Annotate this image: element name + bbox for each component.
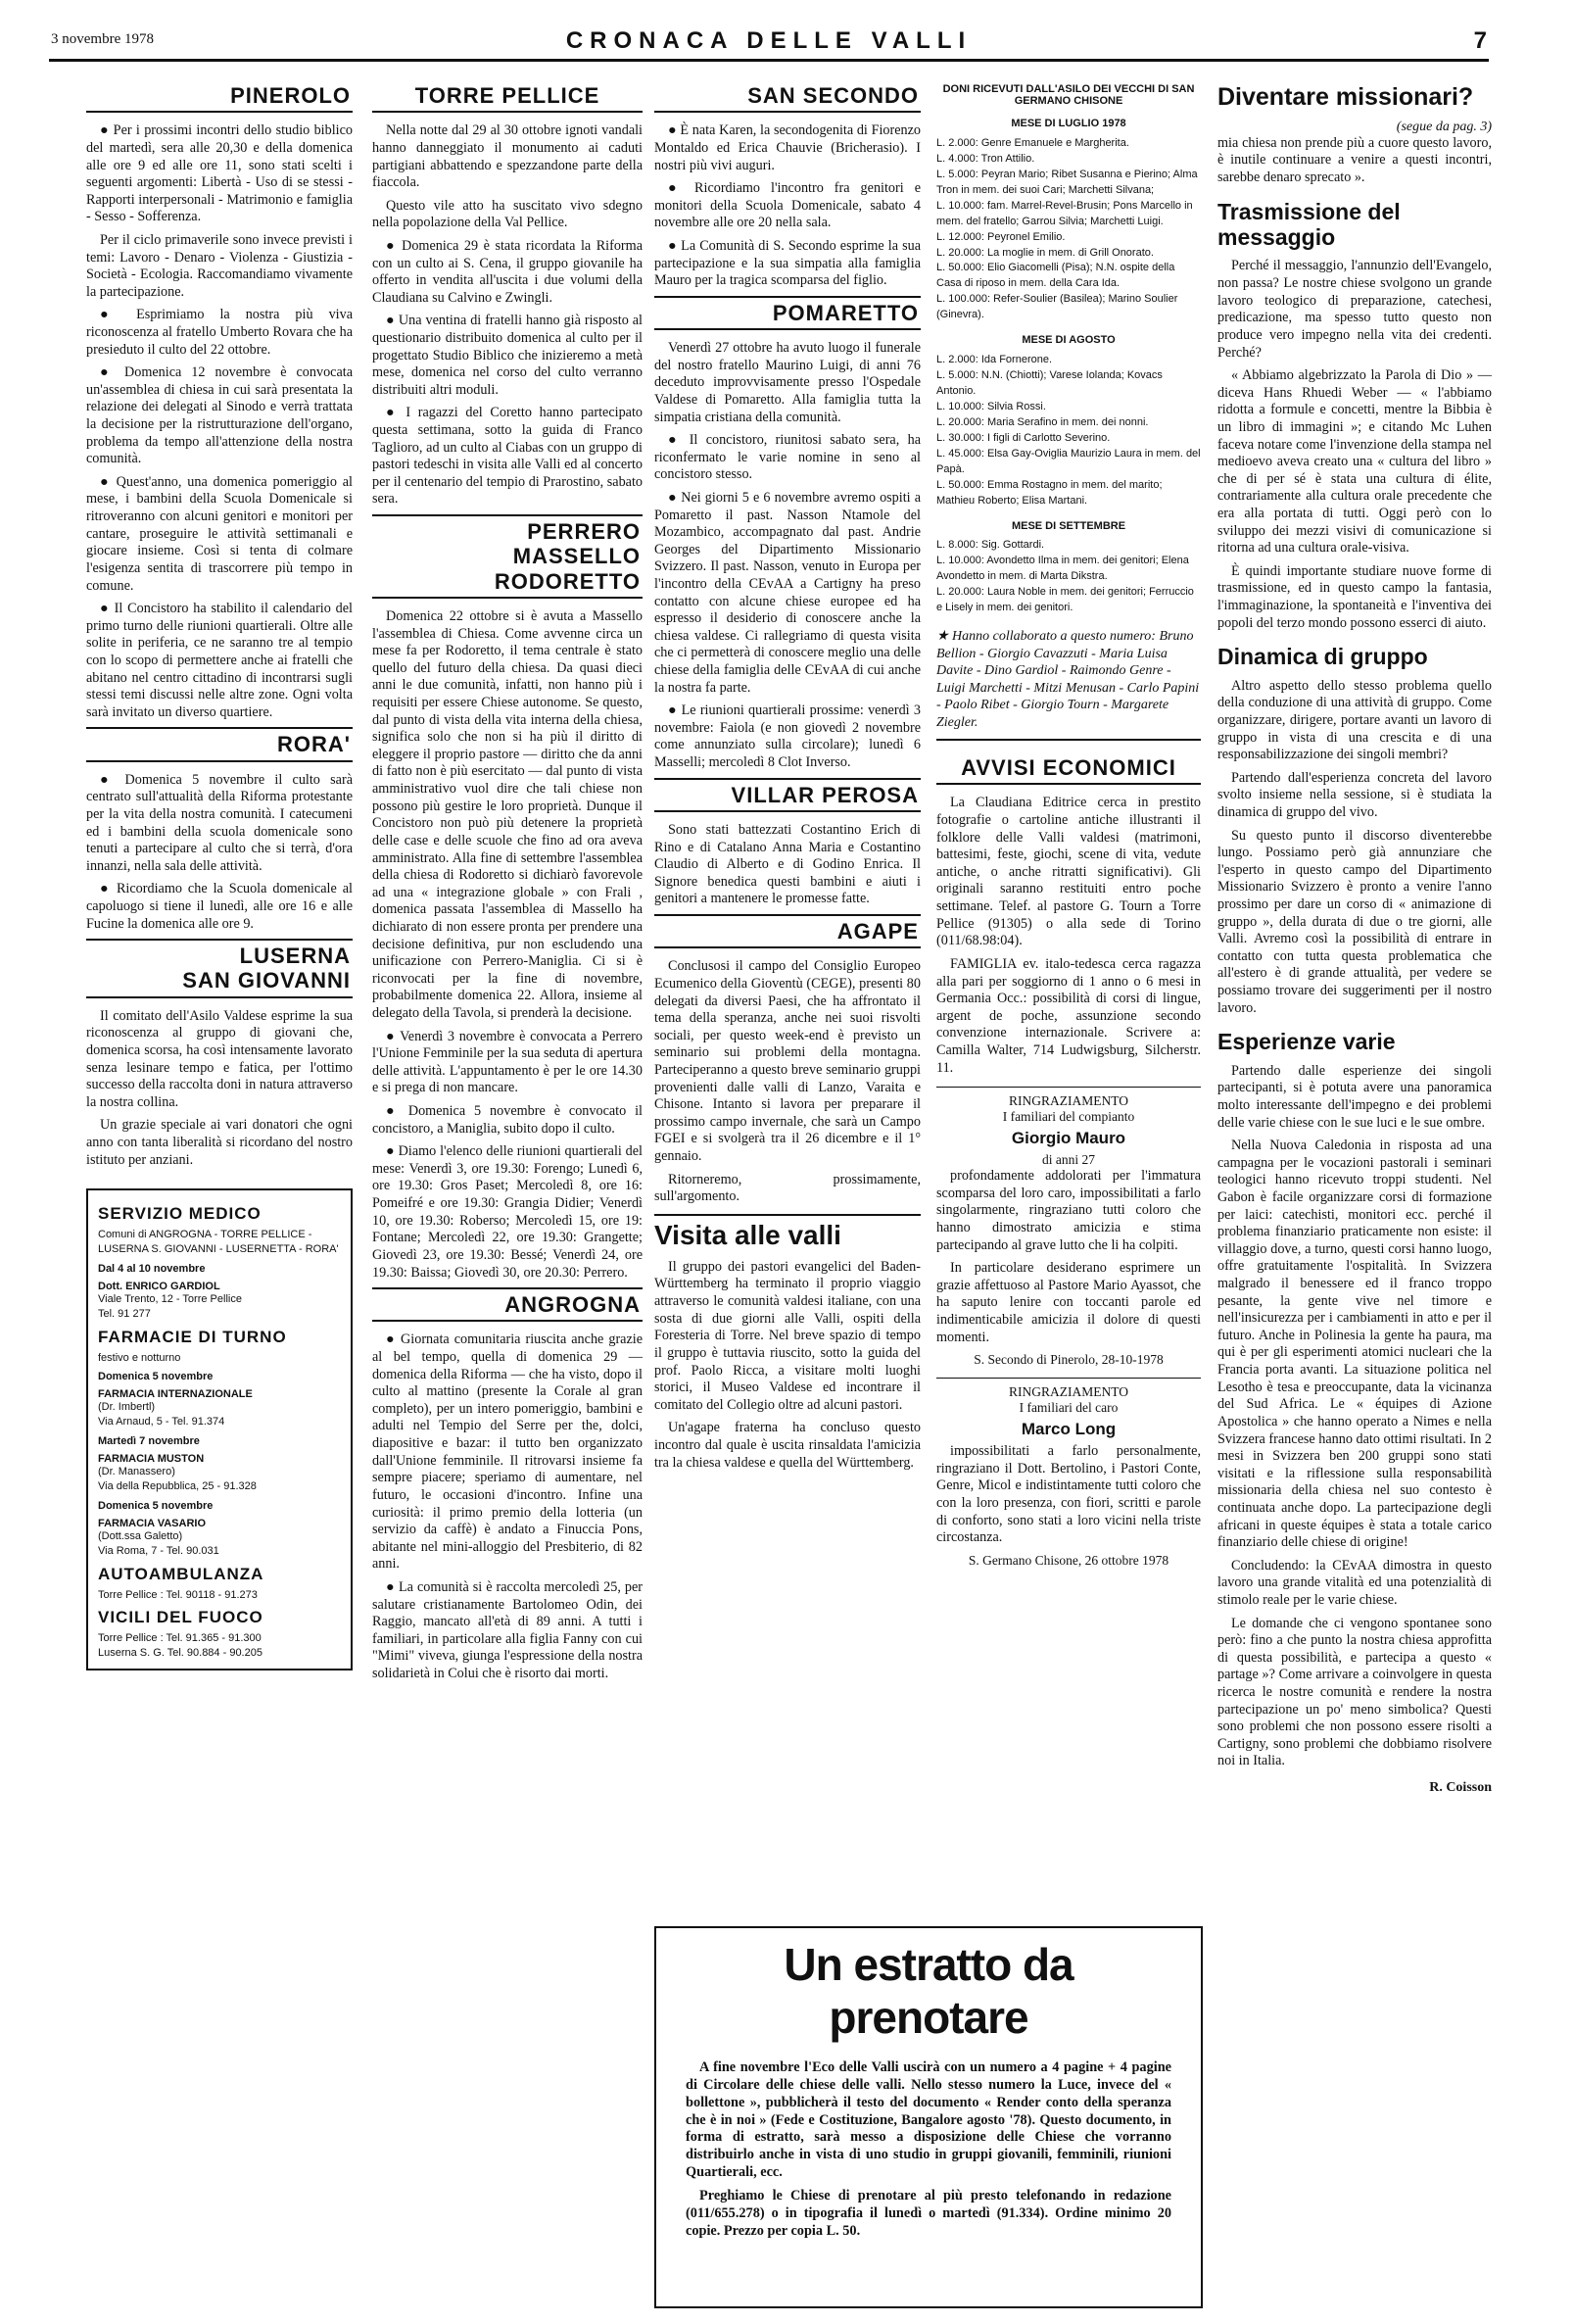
heading-pomaretto: POMARETTO (654, 296, 921, 330)
thanks-notice (936, 1087, 1201, 1368)
donation-item: L. 50.000: Elio Giacomelli (Pisa); N.N. ospite della Casa di riposo in mem. della Cara Ida. (936, 262, 1175, 290)
heading-visita: Visita alle valli (654, 1214, 921, 1251)
firefighters-phone: Torre Pellice : Tel. 91.365 - 91.300 (98, 1632, 262, 1645)
paragraph: Un grazie speciale ai vari donatori che ogni anno con tanta liberalità si ricordano del nostro istituto per anziani. (86, 1117, 353, 1168)
estratto-box (654, 1926, 1203, 2308)
paragraph: ● Domenica 29 è stata ricordata la Riforma con un culto ai S. Cena, il gruppo giovanile ha offerto in vendita all'uscita i due volumi della Claudiana su Calvino e Zwingli. (372, 237, 643, 306)
issue-date: 3 novembre 1978 (51, 31, 154, 47)
collaborators-note: ★ Hanno collaborato a questo numero: Bruno Bellion - Giorgio Cavazzuti - Maria Luisa Davite - Dino Gardiol - Raimondo Genre - Luigi Marchetti - Mitzi Menusan - Carlo Papini - Paolo Ribet - Giorgio Tourn - Margarete Ziegler. (936, 628, 1201, 741)
donations-heading: DONI RICEVUTI DALL'ASILO DEI VECCHI DI SAN GERMANO CHISONE (942, 83, 1195, 107)
deceased-name: Marco Long (1021, 1420, 1117, 1439)
donations-list (936, 117, 1201, 616)
heading-san-secondo: SAN SECONDO (654, 83, 921, 113)
donation-item: L. 20.000: La moglie in mem. di Grill Onorato. (936, 246, 1154, 259)
paragraph: A fine novembre l'Eco delle Valli uscirà con un numero a 4 pagine + 4 pagine di Circolare delle chiese delle valli. Nello stesso numero la Luce, invece del « bollettone », pubblicherà il testo del documento « Render conto della speranza che è in noi » (Fede e Costituzione, Bangalore agosto '78). Questo documento, in forma di estratto, sarà messo a disposizione delle Chiese che vorranno distribuirlo anche in vista di uno studio in gruppi giovanili, femminili, riunioni Quartierali, ecc. (686, 2059, 1171, 2181)
paragraph: Conclusosi il campo del Consiglio Europeo Ecumenico della Gioventù (CEGE), presenti 80 delegati da diversi Paesi, che ha affrontato il tema della speranza, anche nei suoi risvolti sociali, per questo week-end è previsto un seminario sui problemi della montagna. Parteciperanno a questo breve seminario gruppi provenienti dalle valli di Lanzo, Varaita e Chisone. Intanto si lavora per preparare il prossimo campo invernale, che sarà un Campo FGEI e si svolgerà tra il 26 dicembre e il 1° gennaio. (654, 958, 921, 1165)
services-box (86, 1188, 353, 1670)
thanks-notice (936, 1378, 1201, 1569)
pharmacy-name: FARMACIA INTERNAZIONALE (98, 1388, 253, 1401)
paragraph: ● Nei giorni 5 e 6 novembre avremo ospiti a Pomaretto il past. Nasson Ntamole del Mozambico, accompagnato dal past. Andrie Georges del Dipartimento Missionario Svizzero. Il past. Nasson, venuto in Europa per l'incontro della CEvAA a Cartigny ha preso contatto con alcune chiese europee ed ha espresso il desiderio di conoscere anche la chiesa valdese. Ci rallegriamo di questa visita che ci permetterà di conoscere meglio una delle chiese della famiglia delle CEvAA di cui anche la nostra fa parte. (654, 489, 921, 696)
paragraph: ● Le riunioni quartierali prossime: venerdì 3 novembre: Faiola (e non giovedì 2 novembre come annunziato sulla circolare); lunedì 6 Masselli; mercoledì 8 Clot Inverso. (654, 702, 921, 771)
heading-luserna (86, 939, 353, 998)
heading-line: SAN GIOVANNI (182, 968, 351, 993)
heading-dinamica: Dinamica di gruppo (1217, 644, 1428, 670)
heading-villar-perosa: VILLAR PEROSA (654, 778, 921, 812)
donation-item: L. 30.000: I figli di Carlotto Severino. (936, 431, 1111, 444)
paragraph: ● La Comunità di S. Secondo esprime la sua partecipazione e la sua simpatia alla famiglia Mauro per la tragica scomparsa del figlio. (654, 237, 921, 289)
continued-note: (segue da pag. 3) (1396, 119, 1492, 134)
paragraph: FAMIGLIA ev. italo-tedesca cerca ragazza alla pari per soggiorno di 1 anno o 6 mesi in Germania Occ.: possibilità di corsi di lingue, argent de poche, assunzione secondo convenzione internazionale. Scrivere a: Camilla Walter, 714 Ludwigsburg, Silcherstr. 11. (936, 955, 1201, 1076)
thanks-place: S. Germano Chisone, 26 ottobre 1978 (968, 1552, 1169, 1568)
article-visita (654, 1259, 921, 1472)
paragraph: ● Esprimiamo la nostra più viva riconoscenza al fratello Umberto Rovara che ha presieduto il culto del 22 ottobre. (86, 307, 353, 358)
medical-title: SERVIZIO MEDICO (98, 1204, 262, 1224)
firefighters-title: VICILI DEL FUOCO (98, 1608, 263, 1627)
article-torre-pellice (372, 122, 643, 508)
article-san-secondo (654, 122, 921, 289)
pharmacy-subtitle: festivo e notturno (98, 1351, 181, 1364)
heading-missionari: Diventare missionari? (1217, 83, 1474, 111)
heading-angrogna: ANGROGNA (372, 1287, 643, 1322)
heading-line: MASSELLO (512, 544, 641, 569)
donation-item: L. 10.000: Avondetto Ilma in mem. dei genitori; Elena Avondetto in mem. di Marta Dikstra. (936, 555, 1189, 583)
estratto-title: Un estratto da prenotare (784, 1939, 1073, 2043)
article-agape (654, 958, 921, 1206)
thanks-line: I familiari del caro (1019, 1400, 1119, 1416)
donation-item: L. 12.000: Peyronel Emilio. (936, 230, 1066, 243)
thanks-line: I familiari del compianto (1002, 1109, 1135, 1125)
article-villar-perosa (654, 822, 921, 908)
pharmacy-doctor: (Dr. Imbertl) (98, 1401, 156, 1414)
heading-avvisi: AVVISI ECONOMICI (936, 752, 1201, 785)
firefighters-phone: Luserna S. G. Tel. 90.884 - 90.205 (98, 1647, 262, 1660)
article-rora (86, 772, 353, 933)
donation-item: L. 8.000: Sig. Gottardi. (936, 539, 1045, 552)
ambulance-phone: Torre Pellice : Tel. 90118 - 91.273 (98, 1588, 258, 1601)
paragraph: Il comitato dell'Asilo Valdese esprime la sua riconoscenza al gruppo di giovani che, domenica scorsa, ha così intensamente lavorato senza lesinare tempo e fatica, per l'ottimo successo della raccolta doni in natura attraverso la nostra collina. (86, 1007, 353, 1110)
thanks-heading: RINGRAZIAMENTO (1009, 1093, 1128, 1109)
donations-month: MESE DI AGOSTO (1022, 334, 1116, 347)
heading-pinerolo: PINEROLO (86, 83, 353, 113)
donation-item: L. 5.000: Peyran Mario; Ribet Susanna e Pierino; Alma Tron in mem. dei suoi Cari; Marchetti Silvana; (936, 168, 1198, 196)
heading-agape: AGAPE (654, 914, 921, 948)
paragraph: impossibilitati a farlo personalmente, ringraziano il Dott. Bertolino, i Pastori Conte, Genre, Micol e indistintamente tutti coloro che con la loro presenza, con fiori, scritti e parole di conforto, sono stati a loro vicini nella triste circostanza. (936, 1443, 1201, 1546)
paragraph: Partendo dalle esperienze dei singoli partecipanti, si è potuta avere una panoramica molto interessante dell'impegno e dei problemi delle varie chiese con le sue luci e le sue ombre. (1217, 1062, 1492, 1131)
heading-trasmissione: Trasmissione del messaggio (1217, 198, 1401, 251)
paragraph: ● È nata Karen, la secondogenita di Fiorenzo Montaldo ed Erica Chauvie (Bricherasio). I nostri più vivi auguri. (654, 122, 921, 173)
paragraph: Concludendo: la CEvAA dimostra in questo lavoro una grande vitalità ed una potenzialità di stimolo reale per le varie chiese. (1217, 1557, 1492, 1608)
paragraph: Venerdì 27 ottobre ha avuto luogo il funerale del nostro fratello Maurino Luigi, di anni 76 deceduto improvvisamente presso l'Ospedale Valdese di Pomaretto. Alla famiglia tutta la simpatia cristiana della comunità. (654, 340, 921, 425)
donation-item: L. 20.000: Laura Noble in mem. dei genitori; Ferruccio e Lisely in mem. dei genitori. (936, 586, 1194, 614)
pharmacy-name: FARMACIA VASARIO (98, 1517, 206, 1529)
paragraph: Preghiamo le Chiese di prenotare al più presto telefonando in redazione (011/655.278) o in tipografia il lunedì o martedì (91.334). Ordine minimo 20 copie. Prezzo per copia L. 50. (686, 2188, 1171, 2239)
paragraph: Nella Nuova Caledonia in risposta ad una campagna per le vocazioni pastorali i seminari teologici hanno ricevuto troppi studenti. Nel Gabon è facile organizzare corsi di formazione per laici: catechisti, monitori ecc. perché il problema finanziario praticamente non esiste: il villaggio dove, a turno, questi corsi hanno luogo, offre gratuitamente l'ospitalità. In Svizzera malgrado il benessere ed il franco troppo pesante, la gente vive nel timore e nell'insicurezza per i cambiamenti in atto e per il futuro. Anche in Polinesia la gente ha paura, ma qui è per gli esperimenti atomici nucleari che la Francia porta avanti. La situazione politica nel Lesotho è tesa e preoccupante, data la vicinanza del Sud Africa. Le « équipes di Azione Apostolica » che hanno operato a Nimes e nella Svizzera francese hanno dato ottimi risultati. In 2 mesi in Svizzera ben 200 gruppi sono stati visitati e la riflessione sulla responsabilità missionaria della chiesa nel suo contesto è continuata anche dopo. La partecipazione degli africani in queste équipes è stata a totale carico finanziario delle chiese di origine! (1217, 1138, 1492, 1551)
donation-item: L. 100.000: Refer-Soulier (Basilea); Marino Soulier (Ginevra). (936, 293, 1178, 321)
donation-item: L. 20.000: Maria Serafino in mem. dei nonni. (936, 415, 1149, 428)
pharmacy-title: FARMACIE DI TURNO (98, 1327, 287, 1346)
paragraph: ● Domenica 12 novembre è convocata un'assemblea di chiesa in cui sarà presentata la relazione dei delegati al Sinodo e verrà trattata la decisione per la ristrutturazione dell'organo, problema da tempo all'attenzione della nostra comunità. (86, 364, 353, 467)
column-4 (936, 83, 1201, 1915)
column-1 (86, 83, 353, 1670)
thanks-heading: RINGRAZIAMENTO (1009, 1384, 1128, 1400)
masthead (49, 27, 1489, 62)
paragraph: ● Il Concistoro ha stabilito il calendario del primo turno delle riunioni quartierali. Oltre alle solite in periferia, ce ne saranno tre al tempio con lo scopo di permettere anche ai fratelli che abitano nel centro cittadino di incontrarsi sugli stessi temi discussi nelle altre zone. Ogni volta sarà invitato un diverso quartiere. (86, 601, 353, 720)
paragraph: Partendo dall'esperienza concreta del lavoro svolto insieme nella sessione, si è studiata la dinamica di gruppo del vivo. (1217, 769, 1492, 820)
donation-item: L. 10.000: fam. Marrel-Revel-Brusin; Pons Marcello in mem. del fratello; Garrou Silvia; Marchetti Luigi. (936, 199, 1193, 227)
paragraph: Sono stati battezzati Costantino Erich di Rino e di Catalano Anna Maria e Costantino Claudio di Alberto e di Godino Enrica. Il Signore benedica questi bambini e aiuti i genitori a mantenere le promesse fatte. (654, 822, 921, 907)
paragraph: ● Il concistoro, riunitosi sabato sera, ha riconfermato le varie nomine in seno al concistoro stesso. (654, 432, 921, 483)
paragraph: profondamente addolorati per l'immatura scomparsa del loro caro, impossibilitati a farlo singolarmente, ringraziano tutti coloro che hanno dimostrato amicizia e stima partecipando al grave lutto che li ha colpiti. (936, 1168, 1201, 1253)
ambulance-title: AUTOAMBULANZA (98, 1564, 264, 1583)
paragraph: In particolare desiderano esprimere un grazie affettuoso al Pastore Mario Ayassot, che ha saputo lenire con toccanti parole ed indimenticabile amicizia il dolore di questi momenti. (936, 1260, 1201, 1345)
medical-comuni: Comuni di ANGROGNA - TORRE PELLICE - LUSERNA S. GIOVANNI - LUSERNETTA - RORA' (98, 1229, 339, 1256)
donations-month: MESE DI LUGLIO 1978 (1011, 118, 1126, 129)
article-perrero (372, 608, 643, 1282)
donation-item: L. 10.000: Silvia Rossi. (936, 400, 1046, 412)
paragraph: ● Una ventina di fratelli hanno già risposto al questionario distribuito domenica al culto per il progettato Studio Biblico che inizieremo a metà mese, domenica nel corso del culto verranno distribuiti altri moduli. (372, 313, 643, 398)
pharmacy-doctor: (Dr. Manassero) (98, 1466, 175, 1478)
paragraph: Le domande che ci vengono spontanee sono però: fino a che punto la nostra chiesa approfitta di questa possibilità, e partecipa a questo « partage »? Come arrivare a coinvolgere in questa ricerca le nostre comunità e rendere la nostra partecipazione un po' meno simbolica? Questi sono problemi che non possono essere risolti a Cartigny, sono problemi che dobbiamo risolvere noi in Italia. (1217, 1615, 1492, 1769)
donations-month: MESE DI SETTEMBRE (1011, 519, 1126, 532)
medical-address: Viale Trento, 12 - Torre Pellice (98, 1292, 242, 1305)
deceased-age: di anni 27 (1042, 1152, 1095, 1168)
article-luserna (86, 1008, 353, 1169)
pharmacy-name: FARMACIA MUSTON (98, 1453, 205, 1466)
paragraph: ● Domenica 5 novembre il culto sarà centrato sull'attualità della Riforma protestante per la vita della nostra comunità. I catecumeni ed i bambini della scuola domenicale sono tenuti a partecipare al culto che si terrà, d'ora innanzi, nella sala delle attività. (86, 771, 353, 874)
paragraph: Questo vile atto ha suscitato vivo sdegno nella popolazione della Val Pellice. (372, 197, 643, 231)
section-title: CRONACA DELLE VALLI (565, 27, 973, 54)
heading-esperienze: Esperienze varie (1217, 1029, 1396, 1055)
paragraph: Domenica 22 ottobre si è avuta a Massello l'assemblea di Chiesa. Come avvenne circa un mese fa per Rodoretto, il tema centrale è stato quello del futuro della chiesa. Da quasi dieci anni le due comunità, infatti, non hanno più i requisiti per essere Chiese autonome. Se questo, dal punto di vista della vita interna della chiesa, significa solo che non si ha più il diritto di eleggere il proprio pastore — diritto che da anni di fatto non è più esercitato — dal punto di vista amministrativo vuol dire che tali chiese non possono più gestire le loro proprietà. Dunque il Concistoro non può più detenere la proprietà delle case e delle scuole che fino ad ora aveva amministrato. Alla fine di settembre l'assemblea della chiesa di Rodoretto si dichiarò favorevole ad una « integrazione globale » con Frali , domenica passata l'assemblea di Massello ha dichiarato di non essere pronta per prendere una decisione definitiva, pur non escludendo una unificazione con Perrero-Maniglia. Ci si è riconvocati per la fine di novembre, probabilmente domenica 22. Allora, insieme al delegato della Tavola, si prenderà la decisione. (372, 607, 643, 1021)
donation-item: L. 45.000: Elsa Gay-Oviglia Maurizio Laura in mem. del Papà. (936, 447, 1201, 475)
paragraph: Il gruppo dei pastori evangelici del Baden-Württemberg ha terminato il proprio viaggio attraverso le comunità valdesi italiane, con una sosta di due giorni alle Valli, ospiti della Foresteria di Torre. Nel breve spazio di tempo il gruppo è tuttavia riuscito, sotto la guida del prof. Paolo Ricca, a visitare molti luoghi storici, il Museo Valdese ed incontrare il comitato del Collegio oltre ad alcuni pastori. (654, 1258, 921, 1413)
pharmacy-doctor: (Dott.ssa Galetto) (98, 1529, 183, 1542)
paragraph: ● Quest'anno, una domenica pomeriggio al mese, i bambini della Scuola Domenicale si ritroveranno con alcuni genitori e monitori per cantare, proseguire le attività settimanali e giocare insieme. Così si tenta di colmare l'esigenza sentita di trascorrere più tempo in comune. (86, 473, 353, 594)
paragraph: Perché il messaggio, l'annunzio dell'Evangelo, non passa? Le nostre chiese svolgono un grande lavoro teologico di preparazione, catechesi, predicazione, ma spesso tutto questo non produce vero impegno nella vita dei credenti. Perché? (1217, 258, 1492, 361)
donation-item: L. 4.000: Tron Attilio. (936, 152, 1035, 165)
donation-item: L. 50.000: Emma Rostagno in mem. del marito; Mathieu Roberto; Elisa Martani. (936, 478, 1163, 507)
donation-item: L. 2.000: Genre Emanuele e Margherita. (936, 136, 1129, 149)
pharmacy-date: Domenica 5 novembre (98, 1371, 214, 1383)
thanks-place: S. Secondo di Pinerolo, 28-10-1978 (974, 1352, 1164, 1368)
article-pinerolo (86, 122, 353, 721)
paragraph: Nella notte dal 29 al 30 ottobre ignoti vandali hanno danneggiato il monumento ai caduti partigiani abbattendo e spezzandone parte della fiaccola. (372, 122, 643, 191)
heading-line: PERRERO (527, 519, 641, 545)
paragraph: Su questo punto il discorso diventerebbe lungo. Possiamo però già annunziare che l'esperto in questo campo del Dipartimento Missionario Svizzero è pronto a venire l'anno prossimo per dare un corso di « animazione di gruppo », della durata di due o tre giorni, alle Valli. Avremo così la possibilità di entrare in contatto con tutta questa problematica che all'estero è di grande attualità, per vedere se possiamo trovare dei suggerimenti per il nostro lavoro. (1217, 827, 1492, 1016)
heading-torre-pellice: TORRE PELLICE (372, 83, 643, 113)
paragraph: ● Diamo l'elenco delle riunioni quartierali del mese: Venerdì 3, ore 19.30: Forengo; Lunedì 6, ore 19.30: Gros Paset; Mercoledì 8, ore 16: Pomeifré e ore 19.30: Grangia Didier; Venerdì 10, ore 19.30: Roberso; Mercoledì 15, ore 19: Fontane; Mercoledì 22, ore 19.30: Grangette; Giovedì 23, ore 19.30: Bessé; Venerdì 24, ore 19.30: Baissa; Giovedì 30, ore 20.30: Perrero. (372, 1143, 643, 1281)
heading-perrero (372, 514, 643, 599)
heading-line: RODORETTO (494, 568, 641, 594)
column-5 (1217, 83, 1492, 2317)
page-number: 7 (1473, 27, 1487, 54)
medical-dates: Dal 4 al 10 novembre (98, 1262, 206, 1275)
donation-item: L. 2.000: Ida Fornerone. (936, 354, 1053, 366)
article-pomaretto (654, 340, 921, 772)
medical-doctor: Dott. ENRICO GARDIOL (98, 1280, 220, 1292)
heading-line: LUSERNA (239, 944, 351, 969)
paragraph: ● La comunità si è raccolta mercoledì 25, per salutare cristianamente Bartolomeo Odin, dei Raggio, mancato all'età di 89 anni. A tutti i familiari, in particolare alla figlia Fanny con cui "Mimi" viveva, giunga l'espressione della nostra solidarietà in Colui che è risorto dai morti. (372, 1578, 643, 1682)
paragraph: La Claudiana Editrice cerca in prestito fotografie o cartoline antiche illustranti il folklore delle Valli valdesi (matrimoni, battesimi, feste, giochi, scene di vita, vedute antiche, o anche ritratti significativi). Gli originali saranno restituiti entro poche settimane. Telef. al pastore G. Tourn a Torre Pellice (91305) o alla sede di Torino (011/68.98:04). (936, 795, 1201, 949)
paragraph: ● Per i prossimi incontri dello studio biblico del martedì, sera alle 20,30 e della domenica alle ore 9 ed alle ore 11, sono stati scelti i seguenti argomenti: Libertà - Uso di se stessi - Rapporti interpersonali - Matrimonio e famiglia - Sesso - Sofferenza. (86, 122, 353, 225)
column-2 (372, 83, 643, 1689)
paragraph: ● Domenica 5 novembre è convocato il concistoro, a Maniglia, subito dopo il culto. (372, 1103, 643, 1137)
pharmacy-date: Martedì 7 novembre (98, 1435, 200, 1448)
column-3 (654, 83, 921, 1915)
author-signature: R. Coisson (1429, 1780, 1492, 1796)
paragraph: ● Venerdì 3 novembre è convocata a Perrero l'Unione Femminile per la sua seduta di apertura delle attività. L'appuntamento è per le ore 14.30 e si prega di non mancare. (372, 1028, 643, 1096)
donation-item: L. 5.000: N.N. (Chiotti); Varese Iolanda; Kovacs Antonio. (936, 369, 1163, 397)
deceased-name: Giorgio Mauro (1011, 1129, 1126, 1148)
pharmacy-address: Via della Repubblica, 25 - 91.328 (98, 1480, 257, 1493)
paragraph: Altro aspetto dello stesso problema quello della conduzione di una attività di gruppo. Come organizzare, dirigere, portare avanti un lavoro di gruppo in vista di una crescita e di una responsabilizzazione dei singoli membri? (1217, 677, 1492, 763)
paragraph: Ritorneremo, prossimamente, sull'argomento. (654, 1171, 921, 1205)
paragraph: ● I ragazzi del Coretto hanno partecipato questa settimana, sotto la guida di Franco Taglioro, ad un culto al Ciabas con un gruppo di pastori tedeschi in visita alle Valli ed al concerto per il centenario del tempio di Prarostino, sabato sera. (372, 405, 643, 508)
paragraph: Un'agape fraterna ha concluso questo incontro dal quale è uscita rinsaldata l'amicizia tra la chiesa valdese e quella del Württemberg. (654, 1420, 921, 1471)
pharmacy-date: Domenica 5 novembre (98, 1499, 214, 1512)
article-angrogna (372, 1331, 643, 1682)
paragraph: mia chiesa non prende più a cuore questo lavoro, è inutile continuare a venire a questi incontri, sarebbe denaro sprecato ». (1217, 134, 1492, 185)
paragraph: « Abbiamo algebrizzato la Parola di Dio » — diceva Hans Rhuedi Weber — « l'abbiamo ridotta a formule e concetti, mentre la Bibbia è un libro di immagini »; e citando Mc Luhen faceva notare come l'invenzione della stampa nel medioevo aveva creato una « cultura del libro » che di per sé è stata una cultura di élite, contrariamente alla cultura orale precedente che era alla portata di tutti. Oggi però con lo sviluppo dei mezzi visivi di comunicazione si ritorna ad una cultura orale-visiva. (1217, 367, 1492, 557)
paragraph: ● Ricordiamo l'incontro fra genitori e monitori della Scuola Domenicale, sabato 4 novembre alle ore 20 nella sala. (654, 180, 921, 231)
pharmacy-address: Via Arnaud, 5 - Tel. 91.374 (98, 1416, 225, 1428)
paragraph: ● Giornata comunitaria riuscita anche grazie al bel tempo, quella di domenica 29 — domenica della Riforma — che ha visto, dopo il culto al mattino (presente la Corale al gran completo), per un intero pomeriggio, bambini e adulti nel Tempio del Serre per the, dolci, diapositive e bazar: il tutto ben organizzato dall'Unione femminile. Il ritrovarsi insieme fa sempre piacere; speriamo di aumentare, nel futuro, le occasioni d'incontro. Infine una curiosità: il primo premio della lotteria (un servizio da caffè) è andato a Finuccia Pons, abitante nel mini-alloggio del Presbiterio, di 82 anni. (372, 1331, 643, 1573)
medical-phone: Tel. 91 277 (98, 1307, 151, 1320)
heading-rora: RORA' (86, 727, 353, 761)
paragraph: È quindi importante studiare nuove forme di trasmissione, ed in questo campo la fantasia, l'immaginazione, la spontaneità e l'inventiva dei popoli del terzo mondo possono esserci di aiuto. (1217, 562, 1492, 631)
pharmacy-address: Via Roma, 7 - Tel. 90.031 (98, 1544, 219, 1557)
paragraph: Per il ciclo primaverile sono invece previsti i temi: Lavoro - Denaro - Violenza - Giustizia - Società - Ecologia. Raccomandiamo vivamente la partecipazione. (86, 231, 353, 300)
paragraph: ● Ricordiamo che la Scuola domenicale al capoluogo si tiene il lunedì, alle ore 16 e alle Fucine la domenica alle ore 9. (86, 881, 353, 932)
